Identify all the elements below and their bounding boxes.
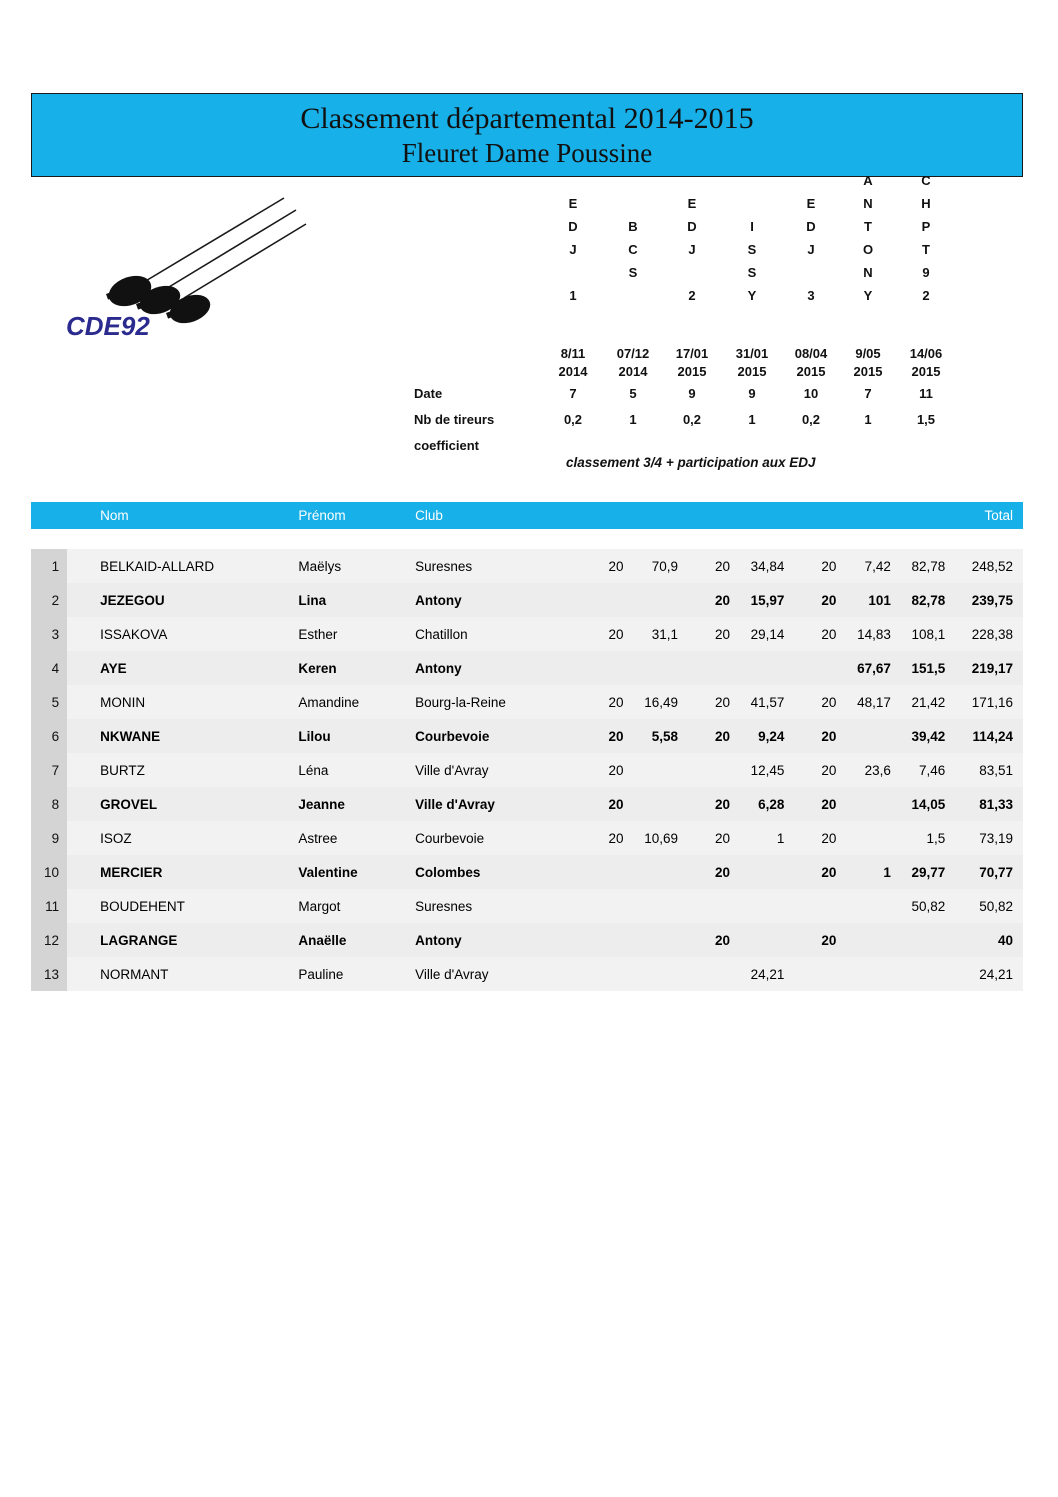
row-score-1	[634, 651, 688, 685]
row-score-4: 20	[794, 617, 846, 651]
row-rank: 6	[31, 719, 67, 753]
label-nb-tireurs: Nb de tireurs	[414, 412, 495, 427]
row-score-3	[740, 923, 794, 957]
row-prenom: Keren	[298, 651, 415, 685]
competition-name-0: E D J 1	[568, 196, 578, 303]
row-score-2: 20	[688, 821, 740, 855]
row-prenom: Pauline	[298, 957, 415, 991]
label-date: Date	[414, 386, 443, 401]
row-score-2: 20	[688, 685, 740, 719]
row-score-4	[794, 651, 846, 685]
competition-name-4: E D J 3	[806, 196, 816, 303]
row-total: 114,24	[955, 719, 1023, 753]
row-club: Antony	[415, 923, 581, 957]
row-score-6: 151,5	[901, 651, 955, 685]
row-score-3: 29,14	[740, 617, 794, 651]
row-score-4	[794, 957, 846, 991]
row-club: Courbevoie	[415, 719, 581, 753]
row-score-1: 70,9	[634, 549, 688, 583]
row-club: Suresnes	[415, 889, 581, 923]
row-nom: BOUDEHENT	[67, 889, 298, 923]
row-score-4	[794, 889, 846, 923]
table-row	[31, 753, 1023, 787]
row-club: Antony	[415, 583, 581, 617]
row-nom: BELKAID-ALLARD	[67, 549, 298, 583]
row-score-2: 20	[688, 583, 740, 617]
meta-column-4: 08/04 2015 10 0,2	[794, 346, 828, 427]
row-score-3: 1	[740, 821, 794, 855]
label-coefficient: coefficient	[414, 438, 480, 453]
row-club: Ville d'Avray	[415, 787, 581, 821]
row-prenom: Margot	[298, 889, 415, 923]
row-score-2	[688, 889, 740, 923]
header-prenom: Prénom	[298, 502, 415, 529]
row-prenom: Jeanne	[298, 787, 415, 821]
competition-name-3: I S S Y	[747, 219, 757, 303]
row-score-1	[634, 583, 688, 617]
table-row	[31, 651, 1023, 685]
row-total: 219,17	[955, 651, 1023, 685]
table-row	[31, 583, 1023, 617]
row-club: Antony	[415, 651, 581, 685]
header-total: Total	[955, 502, 1023, 529]
row-total: 50,82	[955, 889, 1023, 923]
row-score-3	[740, 855, 794, 889]
competition-name-5: A N T O N Y	[862, 173, 874, 303]
row-score-2	[688, 957, 740, 991]
row-score-3: 6,28	[740, 787, 794, 821]
row-score-3: 41,57	[740, 685, 794, 719]
row-score-6: 21,42	[901, 685, 955, 719]
row-score-1	[634, 855, 688, 889]
header-score-3	[740, 502, 794, 529]
row-rank: 8	[31, 787, 67, 821]
row-prenom: Léna	[298, 753, 415, 787]
row-total: 83,51	[955, 753, 1023, 787]
row-score-0	[582, 957, 634, 991]
row-score-0: 20	[582, 617, 634, 651]
row-nom: NORMANT	[67, 957, 298, 991]
row-score-2: 20	[688, 923, 740, 957]
meta-column-6: 14/06 2015 11 1,5	[909, 346, 943, 427]
ranking-table	[31, 502, 1023, 991]
row-nom: NKWANE	[67, 719, 298, 753]
row-prenom: Lilou	[298, 719, 415, 753]
logo-text: CDE92	[66, 311, 150, 341]
row-score-1	[634, 889, 688, 923]
competition-headers	[540, 173, 970, 322]
row-score-4: 20	[794, 855, 846, 889]
row-score-1: 16,49	[634, 685, 688, 719]
row-total: 248,52	[955, 549, 1023, 583]
meta-column-3: 31/01 2015 9 1	[735, 346, 769, 427]
row-score-0: 20	[582, 685, 634, 719]
row-total: 73,19	[955, 821, 1023, 855]
header-score-2	[688, 502, 740, 529]
page-title: Classement départemental 2014-2015	[300, 102, 754, 135]
row-score-4: 20	[794, 923, 846, 957]
row-score-4: 20	[794, 821, 846, 855]
meta-column-0: 8/11 2014 7 0,2	[558, 346, 588, 427]
row-score-5: 67,67	[846, 651, 900, 685]
row-score-0: 20	[582, 787, 634, 821]
row-score-0: 20	[582, 719, 634, 753]
header-rank	[31, 502, 67, 529]
row-nom: BURTZ	[67, 753, 298, 787]
competition-name-6: C H P T 9 2	[921, 173, 931, 303]
row-score-2: 20	[688, 719, 740, 753]
table-row	[31, 549, 1023, 583]
row-score-0	[582, 923, 634, 957]
table-row	[31, 821, 1023, 855]
row-prenom: Valentine	[298, 855, 415, 889]
title-banner	[31, 93, 1023, 177]
row-total: 81,33	[955, 787, 1023, 821]
row-score-1	[634, 787, 688, 821]
row-total: 171,16	[955, 685, 1023, 719]
row-score-5	[846, 923, 900, 957]
row-score-4: 20	[794, 719, 846, 753]
row-score-3	[740, 651, 794, 685]
row-score-3: 34,84	[740, 549, 794, 583]
row-rank: 7	[31, 753, 67, 787]
row-score-3: 12,45	[740, 753, 794, 787]
row-score-0	[582, 889, 634, 923]
row-score-4: 20	[794, 583, 846, 617]
table-row	[31, 787, 1023, 821]
row-prenom: Amandine	[298, 685, 415, 719]
header-score-6	[901, 502, 955, 529]
row-score-6: 39,42	[901, 719, 955, 753]
row-total: 70,77	[955, 855, 1023, 889]
row-score-1	[634, 923, 688, 957]
row-total: 24,21	[955, 957, 1023, 991]
row-nom: ISSAKOVA	[67, 617, 298, 651]
row-score-5: 23,6	[846, 753, 900, 787]
row-score-1: 31,1	[634, 617, 688, 651]
table-row	[31, 617, 1023, 651]
header-score-0	[582, 502, 634, 529]
row-total: 239,75	[955, 583, 1023, 617]
row-score-6: 29,77	[901, 855, 955, 889]
row-rank: 10	[31, 855, 67, 889]
row-score-1: 10,69	[634, 821, 688, 855]
row-score-2	[688, 753, 740, 787]
meta-labels	[414, 381, 544, 459]
row-prenom: Astree	[298, 821, 415, 855]
row-score-5	[846, 957, 900, 991]
row-score-1	[634, 753, 688, 787]
row-score-5	[846, 889, 900, 923]
row-score-2: 20	[688, 617, 740, 651]
row-score-6	[901, 957, 955, 991]
row-score-6: 108,1	[901, 617, 955, 651]
row-score-1: 5,58	[634, 719, 688, 753]
header-club: Club	[415, 502, 581, 529]
row-score-6: 82,78	[901, 549, 955, 583]
row-score-5: 1	[846, 855, 900, 889]
row-prenom: Maëlys	[298, 549, 415, 583]
row-score-5	[846, 719, 900, 753]
row-club: Ville d'Avray	[415, 753, 581, 787]
row-score-0	[582, 651, 634, 685]
page-subtitle: Fleuret Dame Poussine	[401, 138, 653, 168]
row-score-3	[740, 889, 794, 923]
row-rank: 13	[31, 957, 67, 991]
row-score-2: 20	[688, 787, 740, 821]
row-rank: 9	[31, 821, 67, 855]
header-score-5	[846, 502, 900, 529]
row-score-6: 14,05	[901, 787, 955, 821]
meta-column-5: 9/05 2015 7 1	[853, 346, 883, 427]
ranking-note: classement 3/4 + participation aux EDJ	[566, 455, 816, 470]
row-score-0	[582, 583, 634, 617]
row-nom: ISOZ	[67, 821, 298, 855]
meta-column-2: 17/01 2015 9 0,2	[675, 346, 709, 427]
cde92-logo	[48, 190, 308, 350]
row-total: 40	[955, 923, 1023, 957]
row-rank: 12	[31, 923, 67, 957]
row-prenom: Anaëlle	[298, 923, 415, 957]
row-club: Suresnes	[415, 549, 581, 583]
row-score-4: 20	[794, 753, 846, 787]
row-score-5: 14,83	[846, 617, 900, 651]
row-score-5	[846, 821, 900, 855]
row-score-4: 20	[794, 685, 846, 719]
row-rank: 4	[31, 651, 67, 685]
row-nom: GROVEL	[67, 787, 298, 821]
row-score-1	[634, 957, 688, 991]
row-score-6: 82,78	[901, 583, 955, 617]
row-nom: MONIN	[67, 685, 298, 719]
row-score-2: 20	[688, 549, 740, 583]
row-club: Chatillon	[415, 617, 581, 651]
table-row	[31, 923, 1023, 957]
row-score-6: 7,46	[901, 753, 955, 787]
row-score-4: 20	[794, 787, 846, 821]
row-score-3: 9,24	[740, 719, 794, 753]
row-rank: 11	[31, 889, 67, 923]
competition-name-2: E D J 2	[687, 196, 697, 303]
row-score-6: 1,5	[901, 821, 955, 855]
table-row	[31, 855, 1023, 889]
row-score-4: 20	[794, 549, 846, 583]
row-score-3: 15,97	[740, 583, 794, 617]
row-nom: LAGRANGE	[67, 923, 298, 957]
row-score-5: 101	[846, 583, 900, 617]
row-prenom: Lina	[298, 583, 415, 617]
row-nom: AYE	[67, 651, 298, 685]
row-score-0: 20	[582, 549, 634, 583]
row-score-5: 48,17	[846, 685, 900, 719]
meta-column-1: 07/12 2014 5 1	[616, 346, 650, 427]
header-nom: Nom	[67, 502, 298, 529]
row-score-3: 24,21	[740, 957, 794, 991]
row-nom: JEZEGOU	[67, 583, 298, 617]
row-nom: MERCIER	[67, 855, 298, 889]
row-rank: 5	[31, 685, 67, 719]
header-score-1	[634, 502, 688, 529]
row-score-5: 7,42	[846, 549, 900, 583]
row-total: 228,38	[955, 617, 1023, 651]
competition-name-1: B C S	[628, 219, 638, 280]
table-row	[31, 957, 1023, 991]
row-score-0: 20	[582, 753, 634, 787]
row-rank: 1	[31, 549, 67, 583]
header-score-4	[794, 502, 846, 529]
fencing-foils-icon	[48, 190, 308, 350]
row-club: Bourg-la-Reine	[415, 685, 581, 719]
table-row	[31, 719, 1023, 753]
row-score-2	[688, 651, 740, 685]
row-score-0: 20	[582, 821, 634, 855]
row-club: Ville d'Avray	[415, 957, 581, 991]
row-rank: 2	[31, 583, 67, 617]
table-row	[31, 889, 1023, 923]
row-prenom: Esther	[298, 617, 415, 651]
table-spacer-row	[31, 529, 1023, 549]
table-header-row	[31, 502, 1023, 529]
row-score-0	[582, 855, 634, 889]
row-score-5	[846, 787, 900, 821]
table-row	[31, 685, 1023, 719]
row-score-2: 20	[688, 855, 740, 889]
row-club: Courbevoie	[415, 821, 581, 855]
row-score-6: 50,82	[901, 889, 955, 923]
row-club: Colombes	[415, 855, 581, 889]
row-score-6	[901, 923, 955, 957]
row-rank: 3	[31, 617, 67, 651]
